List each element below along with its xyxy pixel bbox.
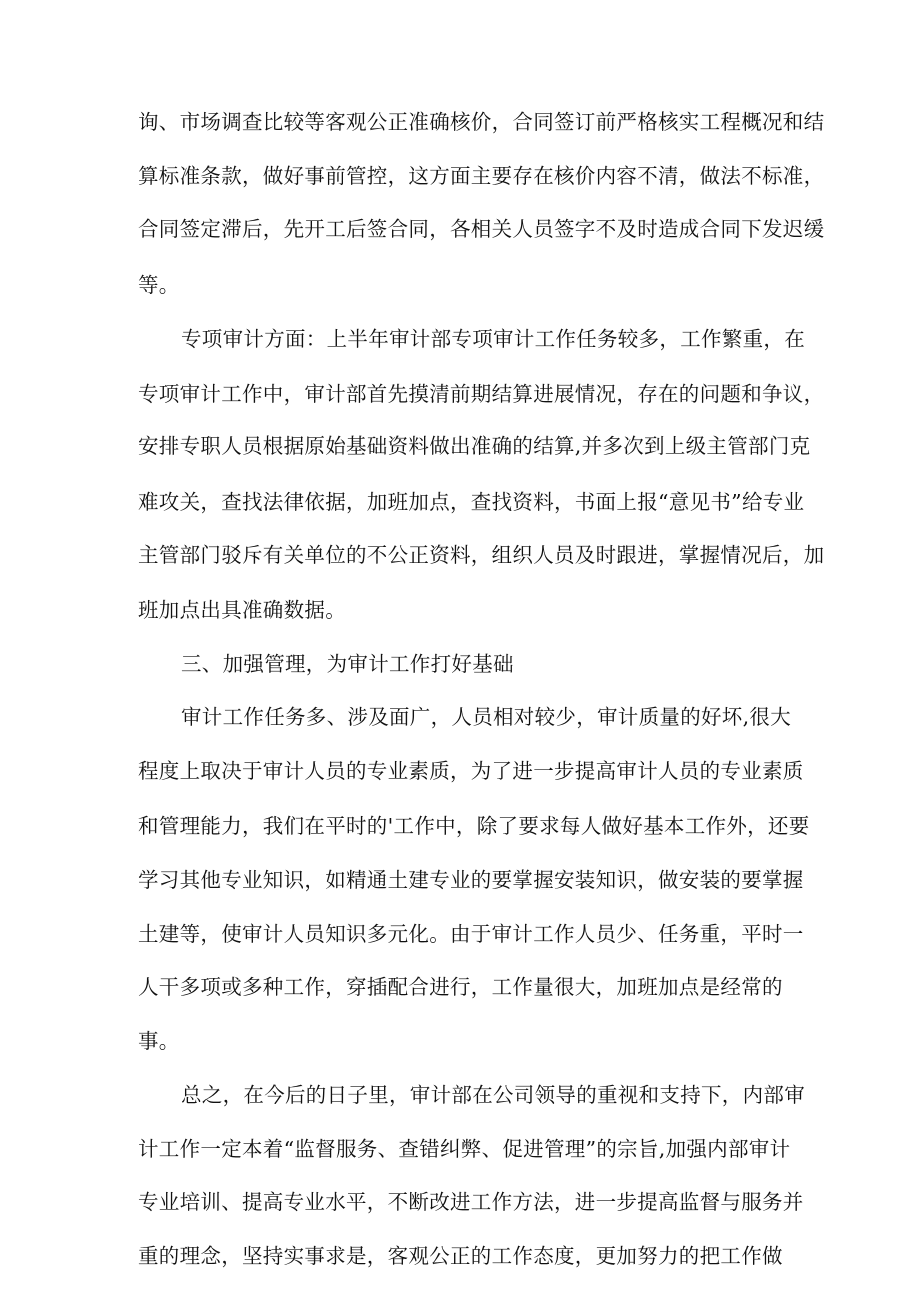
- text-line: 专项审计工作中，审计部首先摸清前期结算进展情况，存在的问题和争议，: [138, 382, 825, 406]
- text-line: 程度上取决于审计人员的专业素质，为了进一步提高审计人员的专业素质: [138, 759, 804, 783]
- text-line: 合同签定滞后，先开工后签合同，各相关人员签字不及时造成合同下发迟缓: [138, 217, 825, 241]
- text-line: 和管理能力，我们在平时的'工作中，除了要求每人做好基本工作外，还要: [138, 814, 810, 838]
- text-line: 人干多项或多种工作，穿插配合进行，工作量很大，加班加点是经常的: [138, 975, 783, 999]
- text-line: 询、市场调查比较等客观公正准确核价，合同签订前严格核实工程概况和结: [138, 110, 825, 134]
- text-line: 等。: [138, 273, 180, 297]
- text-line: 算标准条款，做好事前管控，这方面主要存在核价内容不清，做法不标准，: [138, 164, 825, 188]
- text-line: 主管部门驳斥有关单位的不公正资料，组织人员及时跟进，掌握情况后，加: [138, 543, 825, 567]
- paragraph-first-line: 审计工作任务多、涉及面广，人员相对较少，审计质量的好坏,很大: [181, 705, 792, 729]
- text-line: 班加点出具准确数据。: [138, 598, 346, 622]
- text-line: 难攻关，查找法律依据，加班加点，查找资料，书面上报“意见书”给专业: [138, 490, 805, 514]
- section-heading: 三、加强管理，为审计工作打好基础: [181, 652, 514, 676]
- paragraph-first-line: 专项审计方面：上半年审计部专项审计工作任务较多，工作繁重，在: [181, 327, 805, 351]
- text-line: 学习其他专业知识，如精通土建专业的要掌握安装知识，做安装的要掌握: [138, 868, 804, 892]
- paragraph-first-line: 总之，在今后的日子里，审计部在公司领导的重视和支持下，内部审: [181, 1083, 805, 1107]
- text-line: 安排专职人员根据原始基础资料做出准确的结算,并多次到上级主管部门克: [138, 434, 811, 458]
- text-line: 计工作一定本着“监督服务、查错纠弊、促进管理”的宗旨,加强内部审计: [138, 1137, 791, 1161]
- text-line: 事。: [138, 1029, 180, 1053]
- text-line: 专业培训、提高专业水平，不断改进工作方法，进一步提高监督与服务并: [138, 1190, 804, 1214]
- text-line: 土建等，使审计人员知识多元化。由于审计工作人员少、任务重，平时一: [138, 922, 804, 946]
- text-line: 重的理念，坚持实事求是，客观公正的工作态度，更加努力的把工作做: [138, 1244, 783, 1268]
